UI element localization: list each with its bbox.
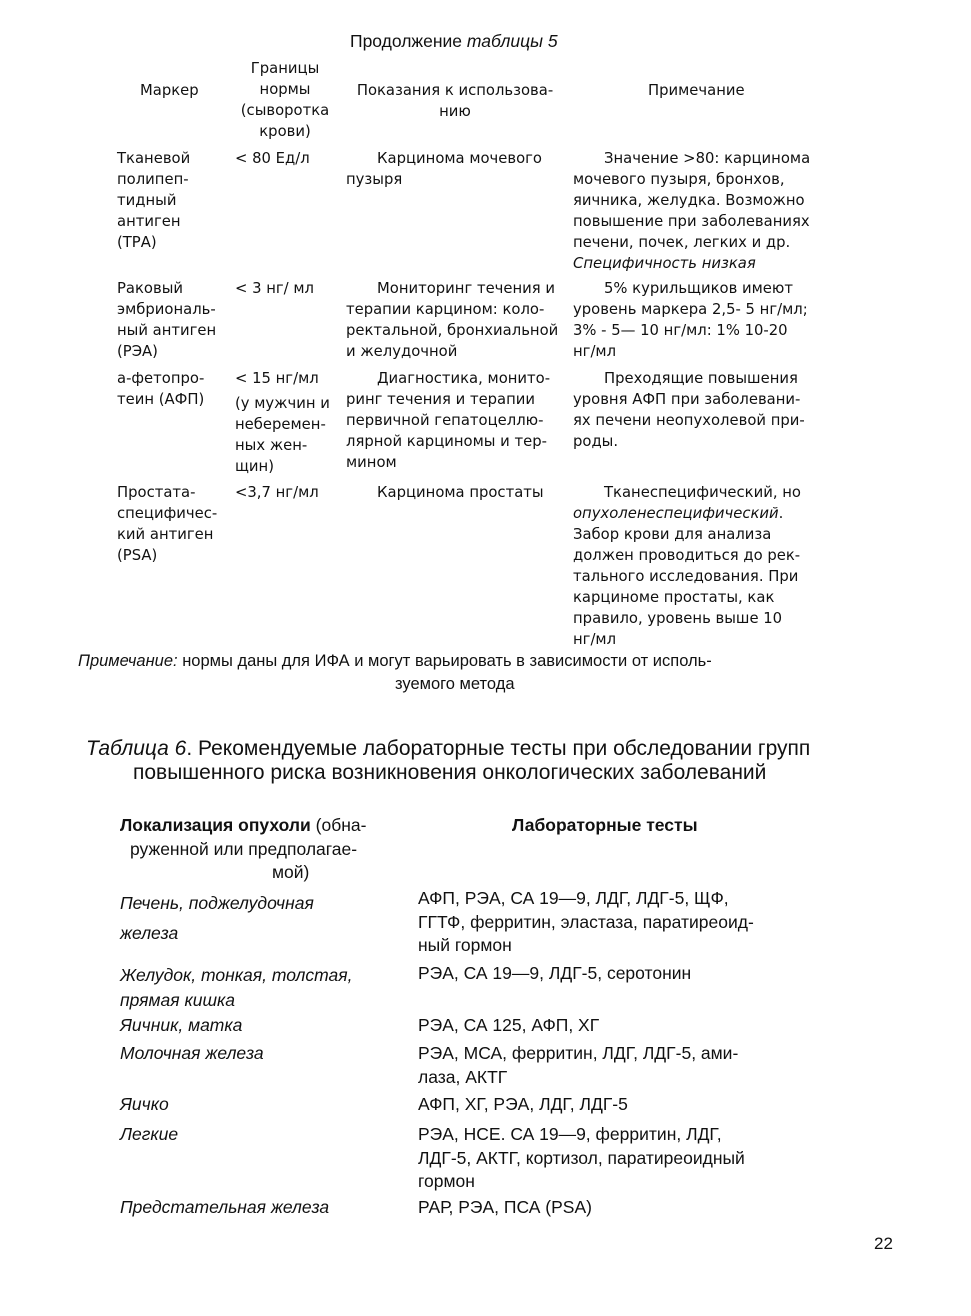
t6-row6-loc: Легкие [120,1124,179,1144]
row3-marker: а-фетопро- теин (АФП) [117,370,205,408]
row1-norm: < 80 Ед/л [235,150,310,167]
page-number: 22 [874,1234,893,1253]
row1-indication: Карцинома мочевого пузыря [346,150,542,188]
table6-caption-line2: повышенного риска возникновения онкологических заболеваний [133,761,767,784]
table6-caption: Таблица 6. Рекомендуемые лабораторные тесты при обследовании групп [86,737,811,760]
footnote-label: Примечание: [78,652,178,670]
row1-note-italic: Специфичность низкая [573,255,756,272]
header-limits: Границы нормы (сыворотка крови) [240,60,330,140]
t6-row4-loc: Молочная железа [120,1043,264,1063]
row1-marker: Тканевой полипеп- тидный антиген (ТРА) [117,150,191,251]
row3-note: Преходящие повышения уровня АФП при заболевани- ях печени неопухолевой при- роды. [573,370,805,450]
row4-note-italic: опухоленеспецифический [573,505,779,522]
row2-note: 5% курильщиков имеют уровень маркера 2,5- 5 нг/мл; 3% - 5— 10 нг/мл: 1% 10-20 нг/мл [573,280,808,360]
header-indications: Показания к использова- нию [356,82,554,120]
caption-label: Таблица 6 [86,737,187,760]
t6-row5-tests: АФП, ХГ, РЭА, ЛДГ, ЛДГ-5 [418,1094,628,1114]
t6-row1-tests: АФП, РЭА, СА 19—9, ЛДГ, ЛДГ-5, ЩФ, ГГТФ, ферритин, эластаза, паратиреоид- ный гормон [418,888,754,955]
continuation-table-name: таблицы 5 [466,31,558,51]
table5-footnote [78,650,712,672]
continuation-prefix: Продолжение [350,31,467,51]
row4-note: Тканеспецифический, но опухоленеспецифический. Забор крови для анализа должен проводиться до рек- тального исследования. При карциноме простаты, как правило, уровень выше 10 нг/мл [573,484,801,648]
header-localization-bold: Локализация опухоли [120,815,311,835]
table5-footnote-line2: зуемого метода [395,675,515,693]
row3-norm: < 15 нг/мл (у мужчин и неберемен- ных жен- щин) [235,370,330,475]
t6-row7-loc: Предстательная железа [120,1197,330,1217]
row2-marker: Раковый эмбриональ- ный антиген (РЭА) [117,280,217,360]
t6-row2-tests: РЭА, СА 19—9, ЛДГ-5, серотонин [418,963,692,983]
t6-row7-tests: РАР, РЭА, ПСА (PSA) [418,1197,592,1217]
header-note: Примечание [648,82,745,99]
header-marker: Маркер [140,82,199,99]
row4-norm: <3,7 нг/мл [235,484,319,501]
t6-row3-tests: РЭА, СА 125, АФП, ХГ [418,1015,600,1035]
caption-text: Рекомендуемые лабораторные тесты при обследовании групп [192,737,811,760]
row2-norm: < 3 нг/ мл [235,280,314,297]
table5-continuation-title [350,30,558,52]
t6-row4-tests: РЭА, МСА, ферритин, ЛДГ, ЛДГ-5, ами- лаза, АКТГ [418,1043,739,1087]
row2-indication: Мониторинг течения и терапии карцином: коло- ректальной, бронхиальной и желудочной [346,280,559,360]
t6-row6-tests: РЭА, НСЕ. СА 19—9, ферритин, ЛДГ, ЛДГ-5, АКТГ, кортизол, паратиреоидный гормон [418,1124,745,1191]
row1-note: Значение >80: карцинома мочевого пузыря, бронхов, яичника, желудка. Возможно повышение при заболеваниях печени, почек, легких и др. Специфичность низкая [573,150,811,272]
footnote-text: нормы даны для ИФА и могут варьировать в зависимости от исполь- [177,652,712,670]
row3-indication: Диагностика, монито- ринг течения и терапии первичной гепатоцеллю- лярной карциномы и тер- мином [346,370,551,471]
t6-row1-loc: Печень, поджелудочная железа [120,893,314,943]
t6-row3-loc: Яичник, матка [120,1015,243,1035]
header-lab-tests: Лабораторные тесты [512,815,698,835]
row4-marker: Простата- специфичес- кий антиген (PSA) [117,484,218,564]
t6-row2-loc: Желудок, тонкая, толстая, прямая кишка [120,965,353,1010]
header-localization: Локализация опухоли (обна- руженной или предполагае- мой) [120,815,367,882]
row4-indication: Карцинома простаты [377,484,544,501]
t6-row5-loc: Яичко [120,1094,169,1114]
